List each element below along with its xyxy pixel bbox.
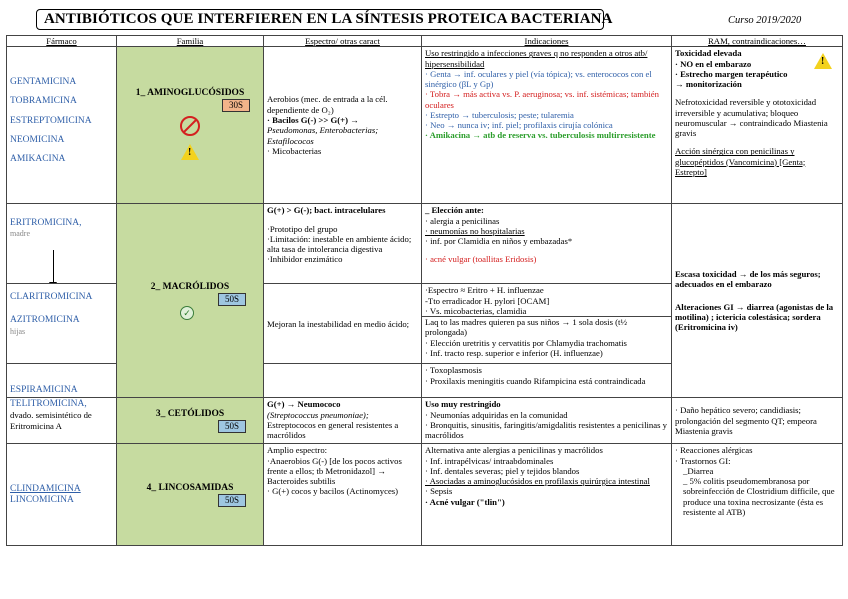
drug-azitromicina-note: hijas (10, 326, 26, 336)
drug-claritromicina: CLARITROMICINA (10, 292, 93, 303)
espectro-line: Mejoran la inestabilidad en medio ácido; (267, 318, 410, 329)
ind-line: · Genta → inf. oculares y piel (vía tópica); vs. enterococos con el sinérgico (βL y Gp) (425, 68, 652, 90)
header-indicaciones: Indicaciones (422, 36, 672, 47)
ind-line: · Neo → nunca iv; inf. piel; profilaxis cirujía colónica (425, 120, 613, 131)
drug-espiramicina: ESPIRAMICINA (10, 385, 78, 396)
drug-amikacina: AMIKACINA (10, 154, 66, 165)
espectro-line: · Bacilos G(-) >> G(+) → (267, 115, 359, 125)
warning-triangle-icon: ! (814, 53, 832, 69)
drug-eritromicina-cell (7, 204, 117, 284)
ram-aminoglucosidos (672, 47, 843, 204)
ind-line: Alternativa ante alergias a penicilinas y macrólidos (425, 445, 603, 456)
espectro-line: (Streptococcus pneumoniae); (267, 409, 369, 420)
ribosome-badge: 50S (218, 420, 246, 433)
indicaciones-cetolidos (422, 398, 672, 444)
drug-clindamicina: CLINDAMICINA (10, 483, 81, 494)
ind-line: · Tobra → más activa vs. P. aeruginosa; vs. inf. sistémicas; también oculares (425, 89, 659, 110)
ram-lincosamidas (672, 444, 843, 546)
indicaciones-espiramicina (422, 364, 672, 398)
ind-line: ·Espectro ≈ Eritro + H. influenzae (425, 285, 544, 296)
ram-line: _Diarrea (683, 465, 714, 476)
ind-line: · Elección uretritis y cervatitis por Chlamydia trachomatis (425, 337, 627, 348)
header-row (7, 36, 843, 47)
drug-telitromicina: TELITROMICINA, (10, 399, 87, 410)
indicaciones-claritro-azitro (422, 284, 672, 364)
ind-line: · Neumonías adquiridas en la comunidad (425, 409, 568, 420)
drug-lincomicina: LINCOMICINA (10, 494, 74, 505)
family-cetolidos (117, 398, 264, 444)
drug-azitromicina: AZITROMICINA (10, 315, 80, 326)
ram-line: · Estrecho margen terapéutico → monitorización (675, 68, 788, 90)
course-year: Curso 2019/2020 (728, 15, 802, 26)
family-lincosamidas (117, 444, 264, 546)
drug-espiramicina-cell (7, 364, 117, 398)
ram-line: · Reacciones alérgicas (675, 445, 753, 456)
espectro-line: ·Prototipo del grupo (267, 223, 338, 234)
antibiotics-table (6, 35, 843, 546)
family-name: 3_ CETÓLIDOS (155, 408, 225, 419)
drug-neomicina: NEOMICINA (10, 134, 65, 145)
ind-line: · Estrepto → tuberculosis; peste; tularemia (425, 109, 574, 120)
espectro-line: G(+) → Neumococo (267, 399, 341, 410)
ram-line: Alteraciones GI → diarrea (agonistas de la motilina) ; ictericia colestásica; sordera (Eritromicina iv) (675, 301, 834, 333)
ram-line: Acción sinérgica con penicilinas y glucopéptidos (Vancomicina) [Genta; Estrepto] (675, 146, 806, 177)
espectro-cetolidos (264, 398, 422, 444)
family-name: 1_ AMINOGLUCÓSIDOS (135, 87, 245, 98)
espectro-eritromicina (264, 204, 422, 284)
ind-line: · Asociadas a aminoglucósidos en profilaxis quirúrgica intestinal (425, 476, 650, 487)
ram-line: · Trastornos GI: (675, 455, 731, 466)
ind-line: · Acné vulgar ("tlin") (425, 496, 505, 507)
row-cetolidos (7, 398, 843, 444)
ind-line: · neumonías no hospitalarias (425, 225, 525, 236)
espectro-line: Amplio espectro: (267, 445, 328, 456)
espectro-aminoglucosidos (264, 47, 422, 204)
warning-triangle-icon: ! (181, 144, 199, 160)
header-ram: RAM, contraindicaciones… (672, 36, 843, 47)
drugs-lincosamidas (7, 444, 117, 546)
ind-line: Uso muy restringido (425, 399, 501, 410)
no-pregnancy-icon (180, 116, 200, 136)
ribosome-badge: 30S (222, 99, 250, 112)
ram-line: · Daño hepático severo; candidiasis; prolongación del segmento QT; empeora Miastenia gravis (675, 405, 817, 436)
indicaciones-lincosamidas (422, 444, 672, 546)
ram-line: _ 5% colitis pseudomembranosa por sobreinfección de Clostridium difficile, que produce una toxina necrosizante (ésta es resistente al ATB) (683, 476, 835, 517)
espectro-line: ·Inhibidor enzimático (267, 254, 343, 265)
espectro-espiramicina (264, 364, 422, 398)
drugs-aminoglucosidos (7, 47, 117, 204)
ind-line: -Tto erradicador H. pylori [OCAM] (425, 295, 550, 306)
ram-line: Nefrotoxicidad reversible y ototoxicidad irreversible y acumulativa; bloqueo neuromuscular → contraindicado Miastenia gravis (675, 97, 828, 139)
family-macrolidos (117, 204, 264, 398)
header-farmaco: Fármaco (7, 36, 117, 47)
page-title: ANTIBIÓTICOS QUE INTERFIEREN EN LA SÍNTESIS PROTEICA BACTERIANA (44, 11, 613, 27)
drug-estreptomicina: ESTREPTOMICINA (10, 115, 92, 126)
drug-tobramicina: TOBRAMICINA (10, 96, 77, 107)
ind-line: Uso restringido a infecciones graves q no responden a otros atb/ hipersensibilidad (425, 48, 648, 69)
espectro-lincosamidas (264, 444, 422, 546)
ind-line: · acné vulgar (toallitas Eridosis) (425, 254, 537, 265)
espectro-line: · Micobacterias (267, 145, 322, 156)
ind-line: · Inf. intrapélvicas/ intraabdominales (425, 455, 554, 466)
row-aminoglucosidos (7, 47, 843, 204)
ind-line: · alergia a penicilinas (425, 215, 500, 226)
row-eritromicina (7, 204, 843, 284)
family-name: 4_ LINCOSAMIDAS (146, 482, 234, 493)
espectro-line: Estreptococos en general resistentes a macrólidos (267, 419, 399, 441)
ind-line: · Inf. tracto resp. superior e inferior (H. influenzae) (425, 347, 603, 358)
espectro-line: · G(+) cocos y bacilos (Actinomyces) (267, 486, 399, 497)
ind-line: _ Elección ante: (425, 205, 484, 216)
ram-line: · NO en el embarazo (675, 58, 752, 69)
ram-macrolidos (672, 204, 843, 398)
ind-line: · Bronquitis, sinusitis, faringitis/amigdalitis resistentes a penicilinas y macrólidos (425, 419, 668, 441)
drug-claritro-azitro-cell (7, 284, 117, 364)
espectro-line: Aerobios (mec. de entrada a la cél. dependiente de O₂) (267, 94, 388, 115)
arrow-line (53, 250, 54, 284)
espectro-line: ·Limitación: inestable en ambiente ácido; alta tasa de intolerancia digestiva (267, 233, 412, 255)
ind-line: · Toxoplasmosis (425, 365, 482, 376)
ind-line: · Proxilaxis meningitis cuando Rifampicina está contraindicada (425, 375, 646, 386)
espectro-line: Pseudomonas, Enterobacterias; Estafilococos (267, 125, 379, 146)
ind-line: Laq to las madres quieren pa sus niños → 1 sola dosis (t½ prolongada) (422, 316, 671, 338)
ribosome-badge: 50S (218, 494, 246, 507)
drug-telitromicina-cell (7, 398, 117, 444)
ram-cetolidos (672, 398, 843, 444)
check-circle-icon: ✓ (180, 306, 194, 320)
ind-line: · inf. por Clamidia en niños y embazadas* (425, 236, 573, 247)
ind-line: · Inf. dentales severas; piel y tejidos blandos (425, 465, 580, 476)
ind-line: · Amikacina → atb de reserva vs. tuberculosis multirresistente (425, 130, 656, 141)
espectro-line: G(+) > G(-); bact. intracelulares (267, 205, 386, 216)
drug-gentamicina: GENTAMICINA (10, 77, 77, 88)
drug-eritromicina: ERITROMICINA, (10, 218, 82, 229)
header-familia: Familia (117, 36, 264, 47)
espectro-claritro-azitro (264, 284, 422, 364)
family-aminoglucosidos (117, 47, 264, 204)
row-lincosamidas (7, 444, 843, 546)
ram-line: Toxicidad elevada (675, 48, 742, 59)
family-name: 2_ MACRÓLIDOS (150, 281, 230, 292)
ind-line: · Vs. micobacterias, clamidia (425, 305, 527, 316)
espectro-line: ·Anaerobios G(-) [de los pocos activos frente a ellos; tb Metronidazol] → Bacteroides subtilis (267, 455, 402, 487)
indicaciones-eritromicina (422, 204, 672, 284)
indicaciones-aminoglucosidos (422, 47, 672, 204)
drug-eritromicina-note: madre (10, 229, 30, 239)
ribosome-badge: 50S (218, 293, 246, 306)
header-espectro: Espectro/ otras caract (264, 36, 422, 47)
arrow-down-icon (49, 282, 57, 284)
ind-line: · Sepsis (425, 486, 453, 497)
ram-line: Escasa toxicidad → de los más seguros; adecuados en el embarazo (675, 269, 821, 290)
drug-telitromicina-note: dvado. semisintético de Eritromicina A (10, 410, 92, 431)
